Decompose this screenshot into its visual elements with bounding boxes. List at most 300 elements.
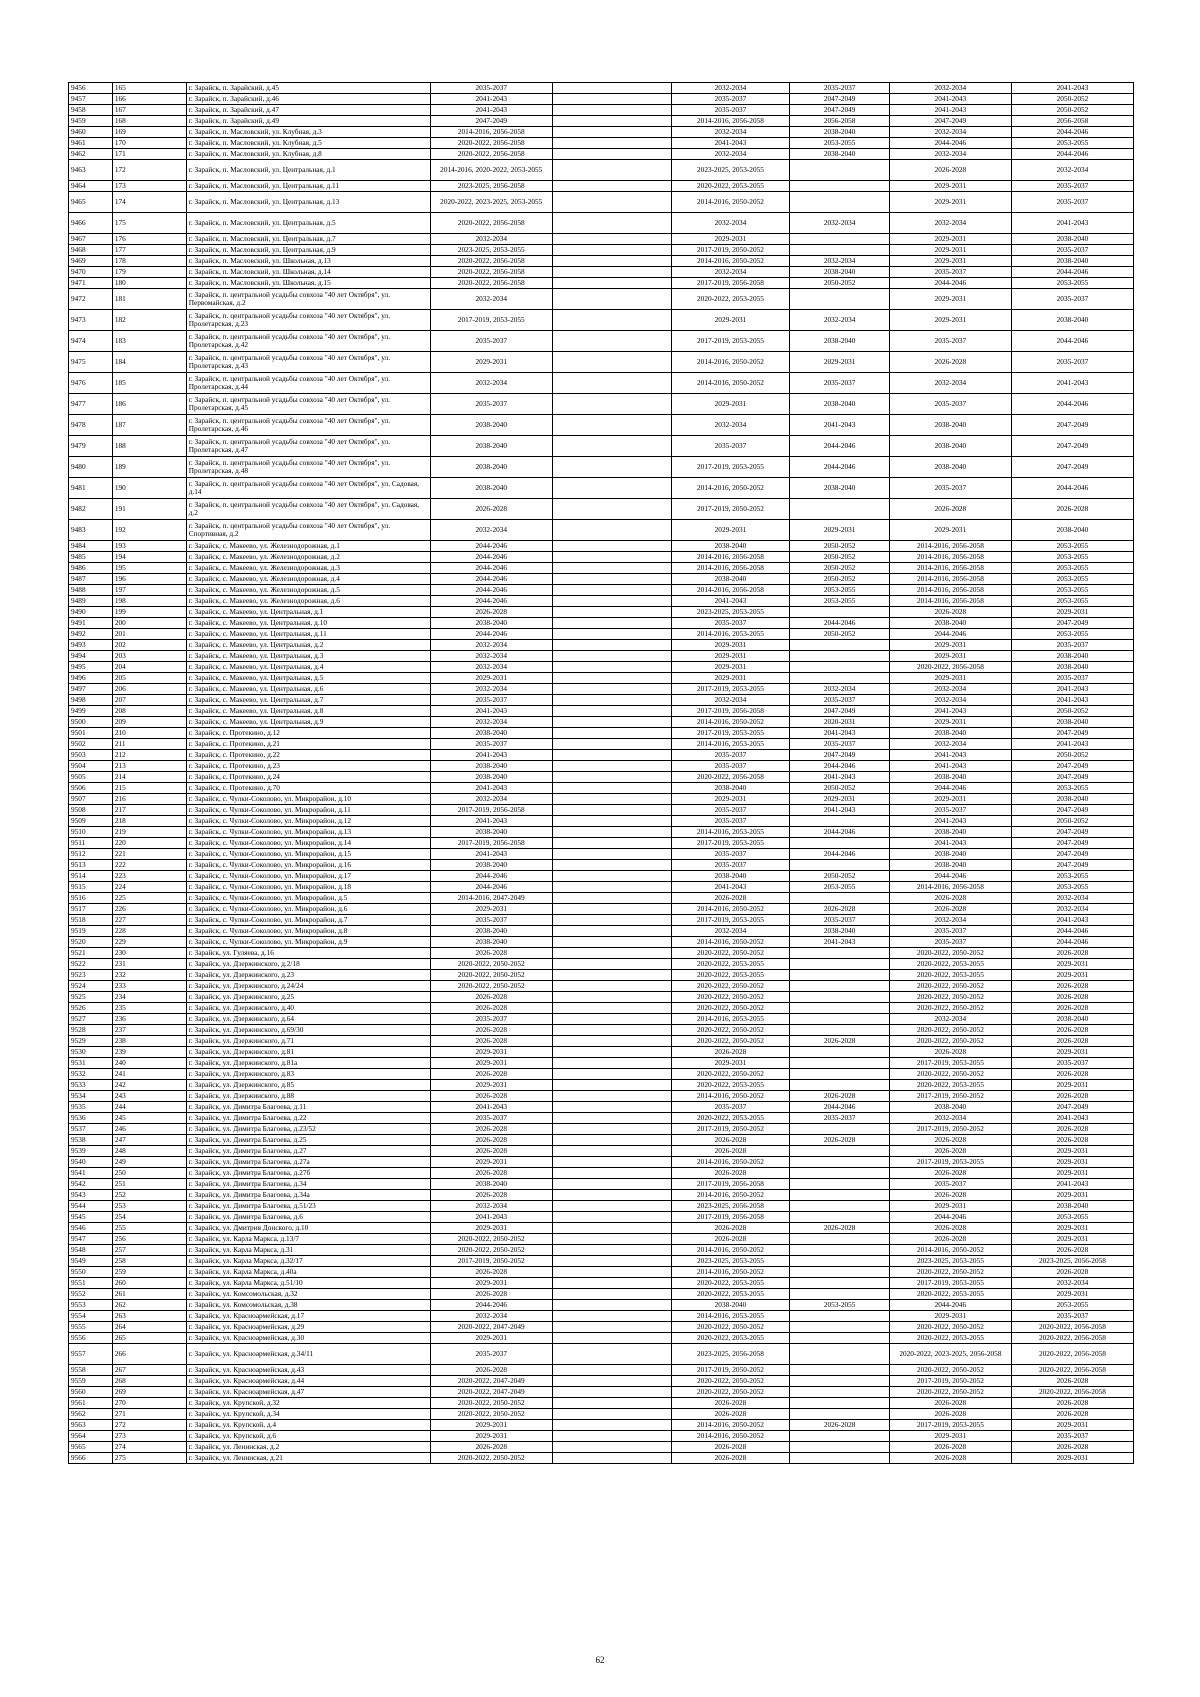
cell-period-3: 2032-2034: [671, 695, 790, 706]
cell-period-5: 2032-2034: [889, 695, 1011, 706]
table-row: [69, 149, 1134, 160]
cell-period-5: 2029-2031: [889, 794, 1011, 805]
cell-period-2: [552, 640, 671, 651]
table-row: [69, 893, 1134, 904]
cell-address: г. Зарайск, п. Зарайский, д.47: [186, 105, 430, 116]
cell-row-id: 9458: [69, 105, 113, 116]
cell-period-6: 2038-2040: [1011, 1201, 1133, 1212]
cell-address: г. Зарайск, ул. Карла Маркса, д.32/17: [186, 1256, 430, 1267]
cell-period-4: [790, 1333, 890, 1344]
cell-period-3: 2020-2022, 2056-2058: [671, 772, 790, 783]
cell-period-5: 2020-2022, 2050-2052: [889, 1036, 1011, 1047]
cell-seq-number: 249: [112, 1157, 186, 1168]
cell-seq-number: 273: [112, 1431, 186, 1442]
cell-period-6: 2044-2046: [1011, 127, 1133, 138]
table-row: [69, 706, 1134, 717]
table-row: [69, 478, 1134, 499]
cell-row-id: 9491: [69, 618, 113, 629]
cell-period-5: 2014-2016, 2056-2058: [889, 574, 1011, 585]
cell-period-2: [552, 816, 671, 827]
cell-period-4: 2053-2055: [790, 596, 890, 607]
cell-period-4: 2050-2052: [790, 574, 890, 585]
cell-period-6: 2053-2055: [1011, 882, 1133, 893]
cell-period-3: 2014-2016, 2050-2052: [671, 1190, 790, 1201]
cell-period-5: 2032-2034: [889, 373, 1011, 394]
cell-period-2: [552, 1091, 671, 1102]
cell-address: г. Зарайск, ул. Гуляева, д.16: [186, 948, 430, 959]
cell-period-2: [552, 926, 671, 937]
cell-period-3: 2014-2016, 2050-2052: [671, 717, 790, 728]
cell-period-4: 2020-2031: [790, 717, 890, 728]
cell-period-6: 2032-2034: [1011, 160, 1133, 181]
cell-period-3: 2041-2043: [671, 882, 790, 893]
cell-period-1: 2041-2043: [430, 94, 552, 105]
cell-period-4: [790, 1278, 890, 1289]
cell-period-1: 2026-2028: [430, 1025, 552, 1036]
cell-period-6: 2038-2040: [1011, 234, 1133, 245]
cell-period-1: 2038-2040: [430, 1179, 552, 1190]
cell-period-5: 2044-2046: [889, 871, 1011, 882]
cell-period-5: 2032-2034: [889, 915, 1011, 926]
cell-period-3: 2041-2043: [671, 596, 790, 607]
cell-period-2: [552, 717, 671, 728]
table-row: [69, 739, 1134, 750]
cell-period-5: 2035-2037: [889, 1179, 1011, 1190]
cell-seq-number: 193: [112, 541, 186, 552]
cell-seq-number: 241: [112, 1069, 186, 1080]
table-row: [69, 541, 1134, 552]
cell-period-1: 2044-2046: [430, 574, 552, 585]
cell-row-id: 9528: [69, 1025, 113, 1036]
cell-period-6: 2041-2043: [1011, 1179, 1133, 1190]
cell-period-3: 2020-2022, 2050-2052: [671, 948, 790, 959]
cell-row-id: 9505: [69, 772, 113, 783]
cell-row-id: 9556: [69, 1333, 113, 1344]
cell-row-id: 9508: [69, 805, 113, 816]
cell-period-5: 2029-2031: [889, 717, 1011, 728]
cell-period-2: [552, 245, 671, 256]
cell-row-id: 9543: [69, 1190, 113, 1201]
table-row: [69, 1344, 1134, 1365]
cell-period-6: 2053-2055: [1011, 563, 1133, 574]
cell-period-3: 2014-2016, 2056-2058: [671, 563, 790, 574]
cell-period-3: 2029-2031: [671, 310, 790, 331]
cell-row-id: 9502: [69, 739, 113, 750]
table-row: [69, 640, 1134, 651]
cell-period-1: 2014-2016, 2056-2058: [430, 127, 552, 138]
cell-address: г. Зарайск, п. Масловский, ул. Центральная, д.1: [186, 160, 430, 181]
cell-period-4: [790, 1080, 890, 1091]
cell-period-5: 2044-2046: [889, 1212, 1011, 1223]
cell-row-id: 9472: [69, 289, 113, 310]
cell-period-3: 2017-2019, 2053-2055: [671, 331, 790, 352]
cell-period-1: 2029-2031: [430, 352, 552, 373]
cell-period-5: 2017-2019, 2053-2055: [889, 1157, 1011, 1168]
cell-row-id: 9485: [69, 552, 113, 563]
cell-period-4: [790, 838, 890, 849]
cell-period-1: 2017-2019, 2053-2055: [430, 310, 552, 331]
cell-period-6: 2029-2031: [1011, 1289, 1133, 1300]
cell-period-3: 2020-2022, 2050-2052: [671, 1003, 790, 1014]
cell-period-4: 2044-2046: [790, 1102, 890, 1113]
cell-period-4: 2035-2037: [790, 739, 890, 750]
cell-period-3: 2014-2016, 2050-2052: [671, 478, 790, 499]
cell-period-5: 2020-2022, 2050-2052: [889, 981, 1011, 992]
table-row: [69, 970, 1134, 981]
cell-period-3: 2035-2037: [671, 805, 790, 816]
table-row: [69, 1124, 1134, 1135]
cell-period-4: 2050-2052: [790, 783, 890, 794]
cell-period-1: 2032-2034: [430, 651, 552, 662]
cell-row-id: 9561: [69, 1398, 113, 1409]
table-row: [69, 1168, 1134, 1179]
cell-seq-number: 190: [112, 478, 186, 499]
cell-period-5: 2029-2031: [889, 192, 1011, 213]
cell-period-5: 2020-2022, 2053-2055: [889, 959, 1011, 970]
table-row: [69, 1453, 1134, 1464]
table-row: [69, 959, 1134, 970]
cell-period-5: 2020-2022, 2053-2055: [889, 1080, 1011, 1091]
cell-period-3: 2014-2016, 2050-2052: [671, 904, 790, 915]
cell-period-3: 2035-2037: [671, 750, 790, 761]
cell-period-4: [790, 289, 890, 310]
cell-period-6: 2053-2055: [1011, 574, 1133, 585]
cell-period-2: [552, 585, 671, 596]
table-row: [69, 520, 1134, 541]
cell-period-3: 2035-2037: [671, 1102, 790, 1113]
cell-seq-number: 216: [112, 794, 186, 805]
cell-seq-number: 172: [112, 160, 186, 181]
cell-seq-number: 274: [112, 1442, 186, 1453]
cell-period-4: [790, 1058, 890, 1069]
cell-seq-number: 189: [112, 457, 186, 478]
cell-period-4: 2050-2052: [790, 871, 890, 882]
cell-address: г. Зарайск, п. центральной усадьбы совхоза "40 лет Октября", ул. Пролетарская, д.44: [186, 373, 430, 394]
cell-row-id: 9544: [69, 1201, 113, 1212]
cell-period-6: 2032-2034: [1011, 893, 1133, 904]
cell-period-6: 2029-2031: [1011, 1168, 1133, 1179]
cell-period-2: [552, 394, 671, 415]
table-row: [69, 794, 1134, 805]
cell-row-id: 9480: [69, 457, 113, 478]
cell-address: г. Зарайск, с. Макеево, ул. Центральная, д.9: [186, 717, 430, 728]
cell-seq-number: 186: [112, 394, 186, 415]
cell-address: г. Зарайск, ул. Димитра Благоева, д.51/23: [186, 1201, 430, 1212]
cell-period-5: 2041-2043: [889, 105, 1011, 116]
cell-period-1: 2038-2040: [430, 827, 552, 838]
cell-period-4: [790, 640, 890, 651]
cell-address: г. Зарайск, ул. Димитра Благоева, д.22: [186, 1113, 430, 1124]
cell-row-id: 9532: [69, 1069, 113, 1080]
cell-period-3: 2020-2022, 2050-2052: [671, 1025, 790, 1036]
table-row: [69, 138, 1134, 149]
cell-period-3: 2023-2025, 2056-2058: [671, 1201, 790, 1212]
cell-row-id: 9516: [69, 893, 113, 904]
cell-row-id: 9550: [69, 1267, 113, 1278]
cell-period-6: 2029-2031: [1011, 1223, 1133, 1234]
cell-period-3: 2014-2016, 2053-2055: [671, 1311, 790, 1322]
cell-period-3: 2035-2037: [671, 94, 790, 105]
cell-period-5: 2032-2034: [889, 1014, 1011, 1025]
cell-seq-number: 200: [112, 618, 186, 629]
cell-period-2: [552, 772, 671, 783]
cell-period-4: 2026-2028: [790, 1223, 890, 1234]
cell-period-3: 2017-2019, 2056-2058: [671, 706, 790, 717]
cell-period-1: 2020-2022, 2050-2052: [430, 1234, 552, 1245]
cell-period-2: [552, 1234, 671, 1245]
cell-seq-number: 195: [112, 563, 186, 574]
cell-seq-number: 218: [112, 816, 186, 827]
cell-period-4: [790, 192, 890, 213]
cell-period-5: 2026-2028: [889, 1168, 1011, 1179]
cell-period-5: 2041-2043: [889, 706, 1011, 717]
cell-row-id: 9501: [69, 728, 113, 739]
cell-period-4: [790, 1409, 890, 1420]
cell-seq-number: 167: [112, 105, 186, 116]
cell-period-4: 2026-2028: [790, 1420, 890, 1431]
cell-address: г. Зарайск, с. Макеево, ул. Центральная, д.6: [186, 684, 430, 695]
cell-period-4: 2038-2040: [790, 331, 890, 352]
cell-seq-number: 251: [112, 1179, 186, 1190]
cell-period-2: [552, 893, 671, 904]
cell-period-4: 2047-2049: [790, 94, 890, 105]
table-row: [69, 1157, 1134, 1168]
cell-period-2: [552, 181, 671, 192]
cell-period-3: 2038-2040: [671, 783, 790, 794]
cell-period-2: [552, 1102, 671, 1113]
cell-address: г. Зарайск, ул. Красноармейская, д.29: [186, 1322, 430, 1333]
cell-period-3: 2035-2037: [671, 761, 790, 772]
cell-seq-number: 201: [112, 629, 186, 640]
table-row: [69, 1333, 1134, 1344]
cell-period-2: [552, 1453, 671, 1464]
cell-row-id: 9466: [69, 213, 113, 234]
cell-period-1: 2044-2046: [430, 882, 552, 893]
cell-seq-number: 205: [112, 673, 186, 684]
cell-row-id: 9530: [69, 1047, 113, 1058]
table-row: [69, 684, 1134, 695]
cell-seq-number: 174: [112, 192, 186, 213]
cell-period-1: 2017-2019, 2050-2052: [430, 1256, 552, 1267]
cell-seq-number: 194: [112, 552, 186, 563]
cell-period-3: 2014-2016, 2050-2052: [671, 937, 790, 948]
cell-period-5: 2026-2028: [889, 160, 1011, 181]
table-row: [69, 1014, 1134, 1025]
cell-address: г. Зарайск, ул. Красноармейская, д.17: [186, 1311, 430, 1322]
cell-seq-number: 262: [112, 1300, 186, 1311]
table-row: [69, 629, 1134, 640]
cell-row-id: 9526: [69, 1003, 113, 1014]
cell-address: г. Зарайск, с. Макеево, ул. Железнодорожная, д.2: [186, 552, 430, 563]
table-row: [69, 192, 1134, 213]
cell-period-4: 2038-2040: [790, 149, 890, 160]
cell-period-4: 2038-2040: [790, 926, 890, 937]
table-row: [69, 651, 1134, 662]
cell-period-1: 2026-2028: [430, 1135, 552, 1146]
cell-period-3: 2026-2028: [671, 1234, 790, 1245]
cell-period-1: 2014-2016, 2047-2049: [430, 893, 552, 904]
cell-period-4: 2032-2034: [790, 256, 890, 267]
cell-period-2: [552, 1124, 671, 1135]
cell-seq-number: 271: [112, 1409, 186, 1420]
table-row: [69, 1431, 1134, 1442]
cell-period-2: [552, 1442, 671, 1453]
cell-period-2: [552, 1146, 671, 1157]
cell-period-5: 2029-2031: [889, 289, 1011, 310]
table-row: [69, 1267, 1134, 1278]
cell-row-id: 9541: [69, 1168, 113, 1179]
cell-period-6: 2047-2049: [1011, 849, 1133, 860]
cell-period-3: 2014-2016, 2050-2052: [671, 1091, 790, 1102]
schedule-table: [68, 82, 1134, 1464]
table-row: [69, 83, 1134, 94]
cell-period-2: [552, 1398, 671, 1409]
cell-address: г. Зарайск, п. Масловский, ул. Школьная, д.14: [186, 267, 430, 278]
cell-period-6: 2038-2040: [1011, 651, 1133, 662]
cell-period-4: [790, 1398, 890, 1409]
cell-period-2: [552, 959, 671, 970]
cell-period-5: 2029-2031: [889, 181, 1011, 192]
cell-period-3: 2017-2019, 2056-2058: [671, 1212, 790, 1223]
cell-period-5: 2026-2028: [889, 499, 1011, 520]
cell-address: г. Зарайск, ул. Карла Маркса, д.13/7: [186, 1234, 430, 1245]
cell-seq-number: 253: [112, 1201, 186, 1212]
cell-period-1: 2020-2022, 2047-2049: [430, 1387, 552, 1398]
cell-period-5: 2026-2028: [889, 1442, 1011, 1453]
cell-seq-number: 196: [112, 574, 186, 585]
cell-row-id: 9475: [69, 352, 113, 373]
cell-period-1: 2044-2046: [430, 629, 552, 640]
cell-row-id: 9495: [69, 662, 113, 673]
cell-period-5: 2029-2031: [889, 673, 1011, 684]
cell-period-1: 2035-2037: [430, 1113, 552, 1124]
cell-period-5: 2026-2028: [889, 1398, 1011, 1409]
cell-period-4: [790, 245, 890, 256]
cell-row-id: 9523: [69, 970, 113, 981]
table-row: [69, 1234, 1134, 1245]
cell-period-3: 2029-2031: [671, 673, 790, 684]
cell-period-6: 2044-2046: [1011, 937, 1133, 948]
cell-period-1: 2038-2040: [430, 937, 552, 948]
cell-seq-number: 265: [112, 1333, 186, 1344]
cell-period-1: 2032-2034: [430, 234, 552, 245]
cell-period-5: 2035-2037: [889, 394, 1011, 415]
cell-period-1: 2041-2043: [430, 706, 552, 717]
cell-period-3: 2020-2022, 2053-2055: [671, 181, 790, 192]
cell-period-2: [552, 105, 671, 116]
cell-period-5: 2026-2028: [889, 1453, 1011, 1464]
cell-seq-number: 269: [112, 1387, 186, 1398]
cell-period-3: 2023-2025, 2053-2055: [671, 1256, 790, 1267]
cell-period-4: [790, 1376, 890, 1387]
cell-period-1: 2038-2040: [430, 772, 552, 783]
cell-row-id: 9521: [69, 948, 113, 959]
cell-address: г. Зарайск, п. центральной усадьбы совхоза "40 лет Октября", ул. Пролетарская, д.47: [186, 436, 430, 457]
cell-period-6: 2047-2049: [1011, 805, 1133, 816]
cell-period-2: [552, 1058, 671, 1069]
table-row: [69, 618, 1134, 629]
cell-period-3: 2014-2016, 2050-2052: [671, 1245, 790, 1256]
cell-address: г. Зарайск, с. Чулки-Соколово, ул. Микрорайон, д.16: [186, 860, 430, 871]
cell-row-id: 9529: [69, 1036, 113, 1047]
cell-period-1: 2041-2043: [430, 750, 552, 761]
cell-period-6: 2047-2049: [1011, 827, 1133, 838]
cell-period-3: 2029-2031: [671, 520, 790, 541]
cell-period-2: [552, 1344, 671, 1365]
cell-row-id: 9537: [69, 1124, 113, 1135]
cell-seq-number: 230: [112, 948, 186, 959]
cell-period-2: [552, 750, 671, 761]
cell-period-1: 2038-2040: [430, 618, 552, 629]
cell-period-1: 2044-2046: [430, 552, 552, 563]
cell-period-3: 2014-2016, 2050-2052: [671, 192, 790, 213]
cell-period-4: 2053-2055: [790, 585, 890, 596]
table-row: [69, 415, 1134, 436]
cell-period-1: 2038-2040: [430, 478, 552, 499]
cell-address: г. Зарайск, с. Чулки-Соколово, ул. Микрорайон, д.15: [186, 849, 430, 860]
cell-period-3: 2029-2031: [671, 662, 790, 673]
table-row: [69, 750, 1134, 761]
cell-seq-number: 275: [112, 1453, 186, 1464]
cell-address: г. Зарайск, с. Макеево, ул. Центральная, д.1: [186, 607, 430, 618]
cell-period-2: [552, 1113, 671, 1124]
cell-seq-number: 247: [112, 1135, 186, 1146]
cell-period-4: 2044-2046: [790, 436, 890, 457]
cell-seq-number: 217: [112, 805, 186, 816]
cell-period-4: [790, 234, 890, 245]
cell-address: г. Зарайск, ул. Димитра Благоева, д.11: [186, 1102, 430, 1113]
cell-period-1: 2026-2028: [430, 1146, 552, 1157]
cell-period-5: 2026-2028: [889, 1409, 1011, 1420]
cell-period-5: 2026-2028: [889, 893, 1011, 904]
cell-period-4: [790, 959, 890, 970]
cell-period-6: 2029-2031: [1011, 1453, 1133, 1464]
cell-seq-number: 170: [112, 138, 186, 149]
cell-row-id: 9512: [69, 849, 113, 860]
cell-address: г. Зарайск, с. Макеево, ул. Железнодорожная, д.6: [186, 596, 430, 607]
cell-period-5: 2047-2049: [889, 116, 1011, 127]
cell-period-5: 2026-2028: [889, 607, 1011, 618]
cell-address: г. Зарайск, ул. Дзержинского, д.24/24: [186, 981, 430, 992]
cell-row-id: 9460: [69, 127, 113, 138]
cell-period-4: 2041-2043: [790, 805, 890, 816]
cell-address: г. Зарайск, п. центральной усадьбы совхоза "40 лет Октября", ул. Пролетарская, д.42: [186, 331, 430, 352]
cell-period-5: 2035-2037: [889, 478, 1011, 499]
cell-period-5: 2020-2022, 2050-2052: [889, 1267, 1011, 1278]
cell-row-id: 9488: [69, 585, 113, 596]
cell-period-4: 2044-2046: [790, 849, 890, 860]
cell-period-5: 2029-2031: [889, 245, 1011, 256]
cell-period-6: 2026-2028: [1011, 1376, 1133, 1387]
table-row: [69, 1322, 1134, 1333]
table-row: [69, 1420, 1134, 1431]
cell-period-5: 2038-2040: [889, 728, 1011, 739]
cell-period-4: [790, 1453, 890, 1464]
table-row: [69, 1003, 1134, 1014]
cell-address: г. Зарайск, с. Чулки-Соколово, ул. Микрорайон, д.6: [186, 904, 430, 915]
cell-seq-number: 166: [112, 94, 186, 105]
cell-period-4: [790, 607, 890, 618]
cell-address: г. Зарайск, п. центральной усадьбы совхоза "40 лет Октября", ул. Пролетарская, д.23: [186, 310, 430, 331]
cell-period-1: 2038-2040: [430, 860, 552, 871]
cell-row-id: 9499: [69, 706, 113, 717]
cell-seq-number: 242: [112, 1080, 186, 1091]
cell-period-4: 2050-2052: [790, 541, 890, 552]
cell-period-1: 2020-2022, 2056-2058: [430, 278, 552, 289]
cell-row-id: 9551: [69, 1278, 113, 1289]
cell-address: г. Зарайск, ул. Комсомольская, д.38: [186, 1300, 430, 1311]
table-row: [69, 234, 1134, 245]
